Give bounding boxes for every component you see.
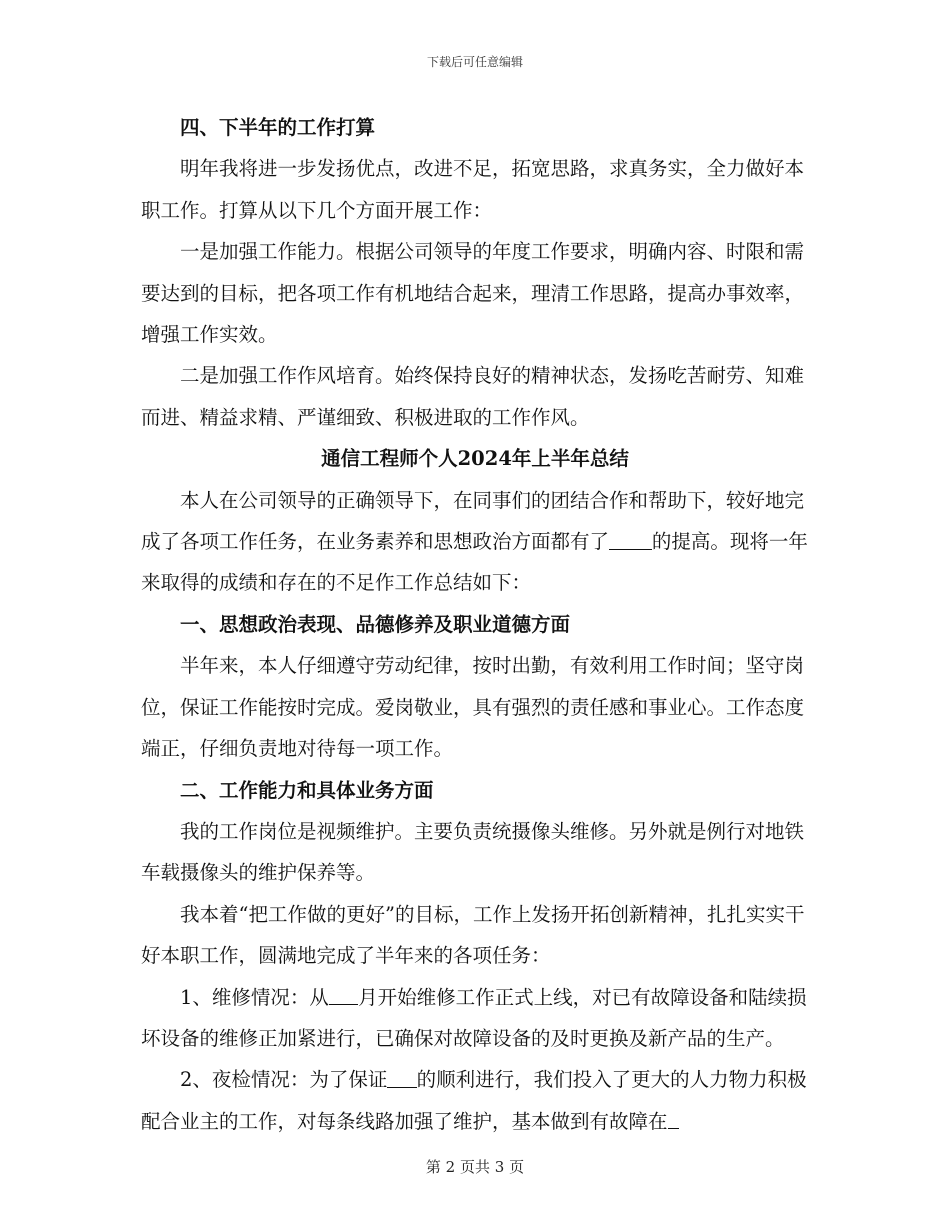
paragraph-night-check-part2: 的顺利进行，我们投入了更大的人力物力积极配合业主的工作，对每条线路加强了维护，基本做到有故障在: [141, 1068, 807, 1133]
paragraph-plan-2: 二是加强工作作风培育。始终保持良好的精神状态，发扬吃苦耐劳、知难而进、精益求精、严谨细致、积极进取的工作作风。: [141, 364, 805, 429]
paragraph-conduct: 半年来，本人仔细遵守劳动纪律，按时出勤，有效利用工作时间；坚守岗位，保证工作能按时完成。爱岗敬业，具有强烈的责任感和事业心。工作态度端正，仔细负责地对待每一项工作。: [141, 654, 805, 761]
paragraph-intro: [141, 480, 809, 604]
paragraph-repair-part2: 月开始维修工作正式上线，对已有故障设备和陆续损坏设备的维修正加紧进行，已确保对故障设备的及时更换及新产品的生产。: [141, 985, 807, 1050]
paragraph-plan-intro: 明年我将进一步发扬优点，改进不足，拓宽思路，求真务实，全力做好本职工作。打算从以下几个方面开展工作：: [141, 157, 805, 222]
paragraph-goal: 我本着“把工作做的更好”的目标，工作上发扬开拓创新精神，扎扎实实干好本职工作，圆满地完成了半年来的各项任务：: [141, 902, 805, 968]
document-body: [141, 107, 809, 1142]
paragraph-intro-part2: 的提高。现将一年来取得的成绩和存在的不足作工作总结如下：: [141, 530, 808, 595]
paragraph-night-check-part1: 2、夜检情况：为了保证: [180, 1068, 388, 1092]
page-header: 下载后可任意编辑: [426, 55, 523, 69]
page-footer: 第 2 页共 3 页: [425, 1158, 525, 1176]
section-heading-2: 二、工作能力和具体业务方面: [180, 778, 434, 802]
fill-blank: [329, 985, 358, 1006]
section-heading-4: 四、下半年的工作打算: [180, 116, 376, 139]
paragraph-plan-1: 一是加强工作能力。根据公司领导的年度工作要求，明确内容、时限和需要达到的目标，把各项工作有机地结合起来，理清工作思路，提高办事效率，增强工作实效。: [141, 240, 805, 347]
fill-blank: [387, 1067, 416, 1088]
document-title: 通信工程师个人2024年上半年总结: [321, 447, 629, 471]
fill-blank: [609, 529, 652, 550]
paragraph-repair: [141, 977, 809, 1060]
section-heading-1: 一、思想政治表现、品德修养及职业道德方面: [180, 612, 571, 636]
fill-blank: [668, 1109, 680, 1130]
paragraph-night-check: [141, 1059, 809, 1142]
paragraph-role: 我的工作岗位是视频维护。主要负责统摄像头维修。另外就是例行对地铁车载摄像头的维护保养等。: [141, 819, 805, 885]
paragraph-repair-part1: 1、维修情况：从: [180, 985, 329, 1009]
paragraph-intro-part1: 本人在公司领导的正确领导下，在同事们的团结合作和帮助下，较好地完成了各项工作任务，在业务素养和思想政治方面都有了: [141, 488, 805, 554]
